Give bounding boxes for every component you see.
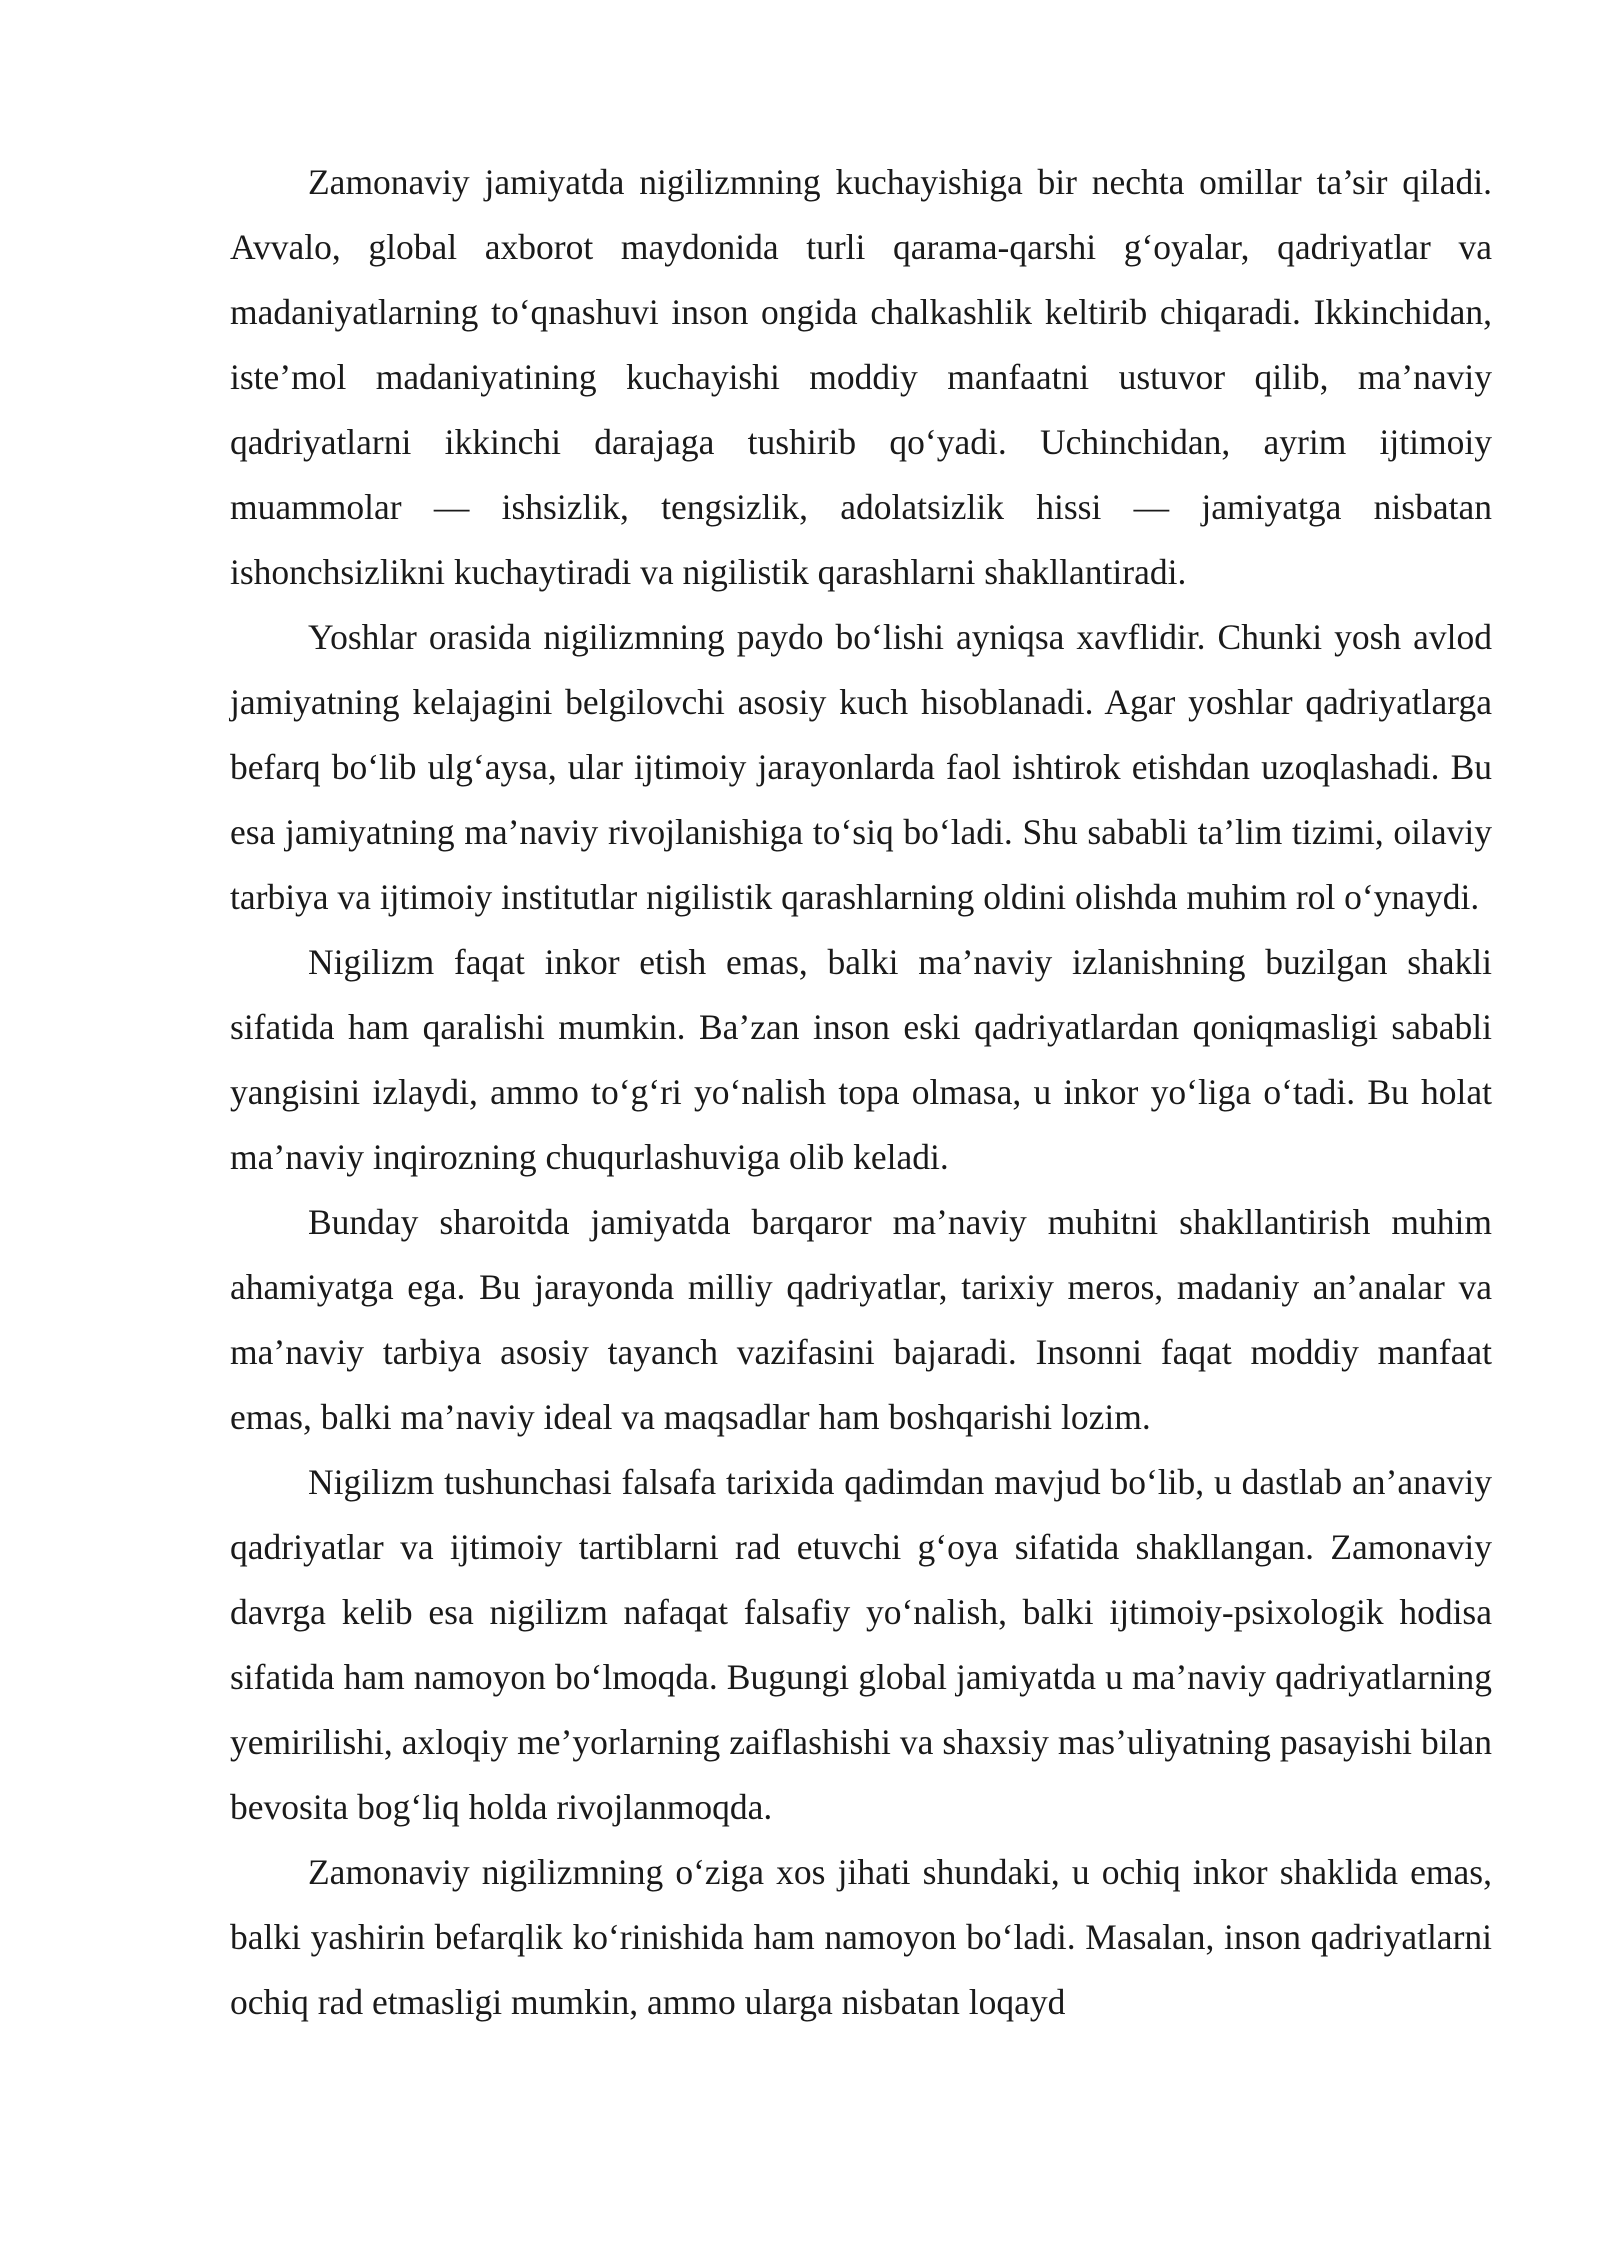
document-page <box>230 150 1492 2035</box>
paragraph-4: Bunday sharoitda jamiyatda barqaror ma’naviy muhitni shakllantirish muhim ahamiyatga ega. Bu jarayonda milliy qadriyatlar, tarixiy meros, madaniy an’analar va ma’naviy tarbiya asosiy tayanch vazifasini bajaradi. Insonni faqat moddiy manfaat emas, balki ma’naviy ideal va maqsadlar ham boshqarishi lozim. <box>230 1202 1492 1437</box>
paragraph-2: Yoshlar orasida nigilizmning paydo bo‘lishi ayniqsa xavflidir. Chunki yosh avlod jamiyatning kelajagini belgilovchi asosiy kuch hisoblanadi. Agar yoshlar qadriyatlarga befarq bo‘lib ulg‘aysa, ular ijtimoiy jarayonlarda faol ishtirok etishdan uzoqlashadi. Bu esa jamiyatning ma’naviy rivojlanishiga to‘siq bo‘ladi. Shu sababli ta’lim tizimi, oilaviy tarbiya va ijtimoiy institutlar nigilistik qarashlarning oldini olishda muhim rol o‘ynaydi. <box>230 617 1492 917</box>
paragraph-3: Nigilizm faqat inkor etish emas, balki ma’naviy izlanishning buzilgan shakli sifatida ham qaralishi mumkin. Ba’zan inson eski qadriyatlardan qoniqmasligi sababli yangisini izlaydi, ammo to‘g‘ri yo‘nalish topa olmasa, u inkor yo‘liga o‘tadi. Bu holat ma’naviy inqirozning chuqurlashuviga olib keladi. <box>230 942 1492 1177</box>
paragraph-6: Zamonaviy nigilizmning o‘ziga xos jihati shundaki, u ochiq inkor shaklida emas, balki yashirin befarqlik ko‘rinishida ham namoyon bo‘ladi. Masalan, inson qadriyatlarni ochiq rad etmasligi mumkin, ammo ularga nisbatan loqayd <box>230 1852 1492 2022</box>
paragraph-1: Zamonaviy jamiyatda nigilizmning kuchayishiga bir nechta omillar ta’sir qiladi. Avvalo, global axborot maydonida turli qarama-qarshi g‘oyalar, qadriyatlar va madaniyatlarning to‘qnashuvi inson ongida chalkashlik keltirib chiqaradi. Ikkinchidan, iste’mol madaniyatining kuchayishi moddiy manfaatni ustuvor qilib, ma’naviy qadriyatlarni ikkinchi darajaga tushirib qo‘yadi. Uchinchidan, ayrim ijtimoiy muammolar — ishsizlik, tengsizlik, adolatsizlik hissi — jamiyatga nisbatan ishonchsizlikni kuchaytiradi va nigilistik qarashlarni shakllantiradi. <box>230 162 1492 592</box>
paragraph-5: Nigilizm tushunchasi falsafa tarixida qadimdan mavjud bo‘lib, u dastlab an’anaviy qadriyatlar va ijtimoiy tartiblarni rad etuvchi g‘oya sifatida shakllangan. Zamonaviy davrga kelib esa nigilizm nafaqat falsafiy yo‘nalish, balki ijtimoiy-psixologik hodisa sifatida ham namoyon bo‘lmoqda. Bugungi global jamiyatda u ma’naviy qadriyatlarning yemirilishi, axloqiy me’yorlarning zaiflashishi va shaxsiy mas’uliyatning pasayishi bilan bevosita bog‘liq holda rivojlanmoqda. <box>230 1462 1492 1827</box>
